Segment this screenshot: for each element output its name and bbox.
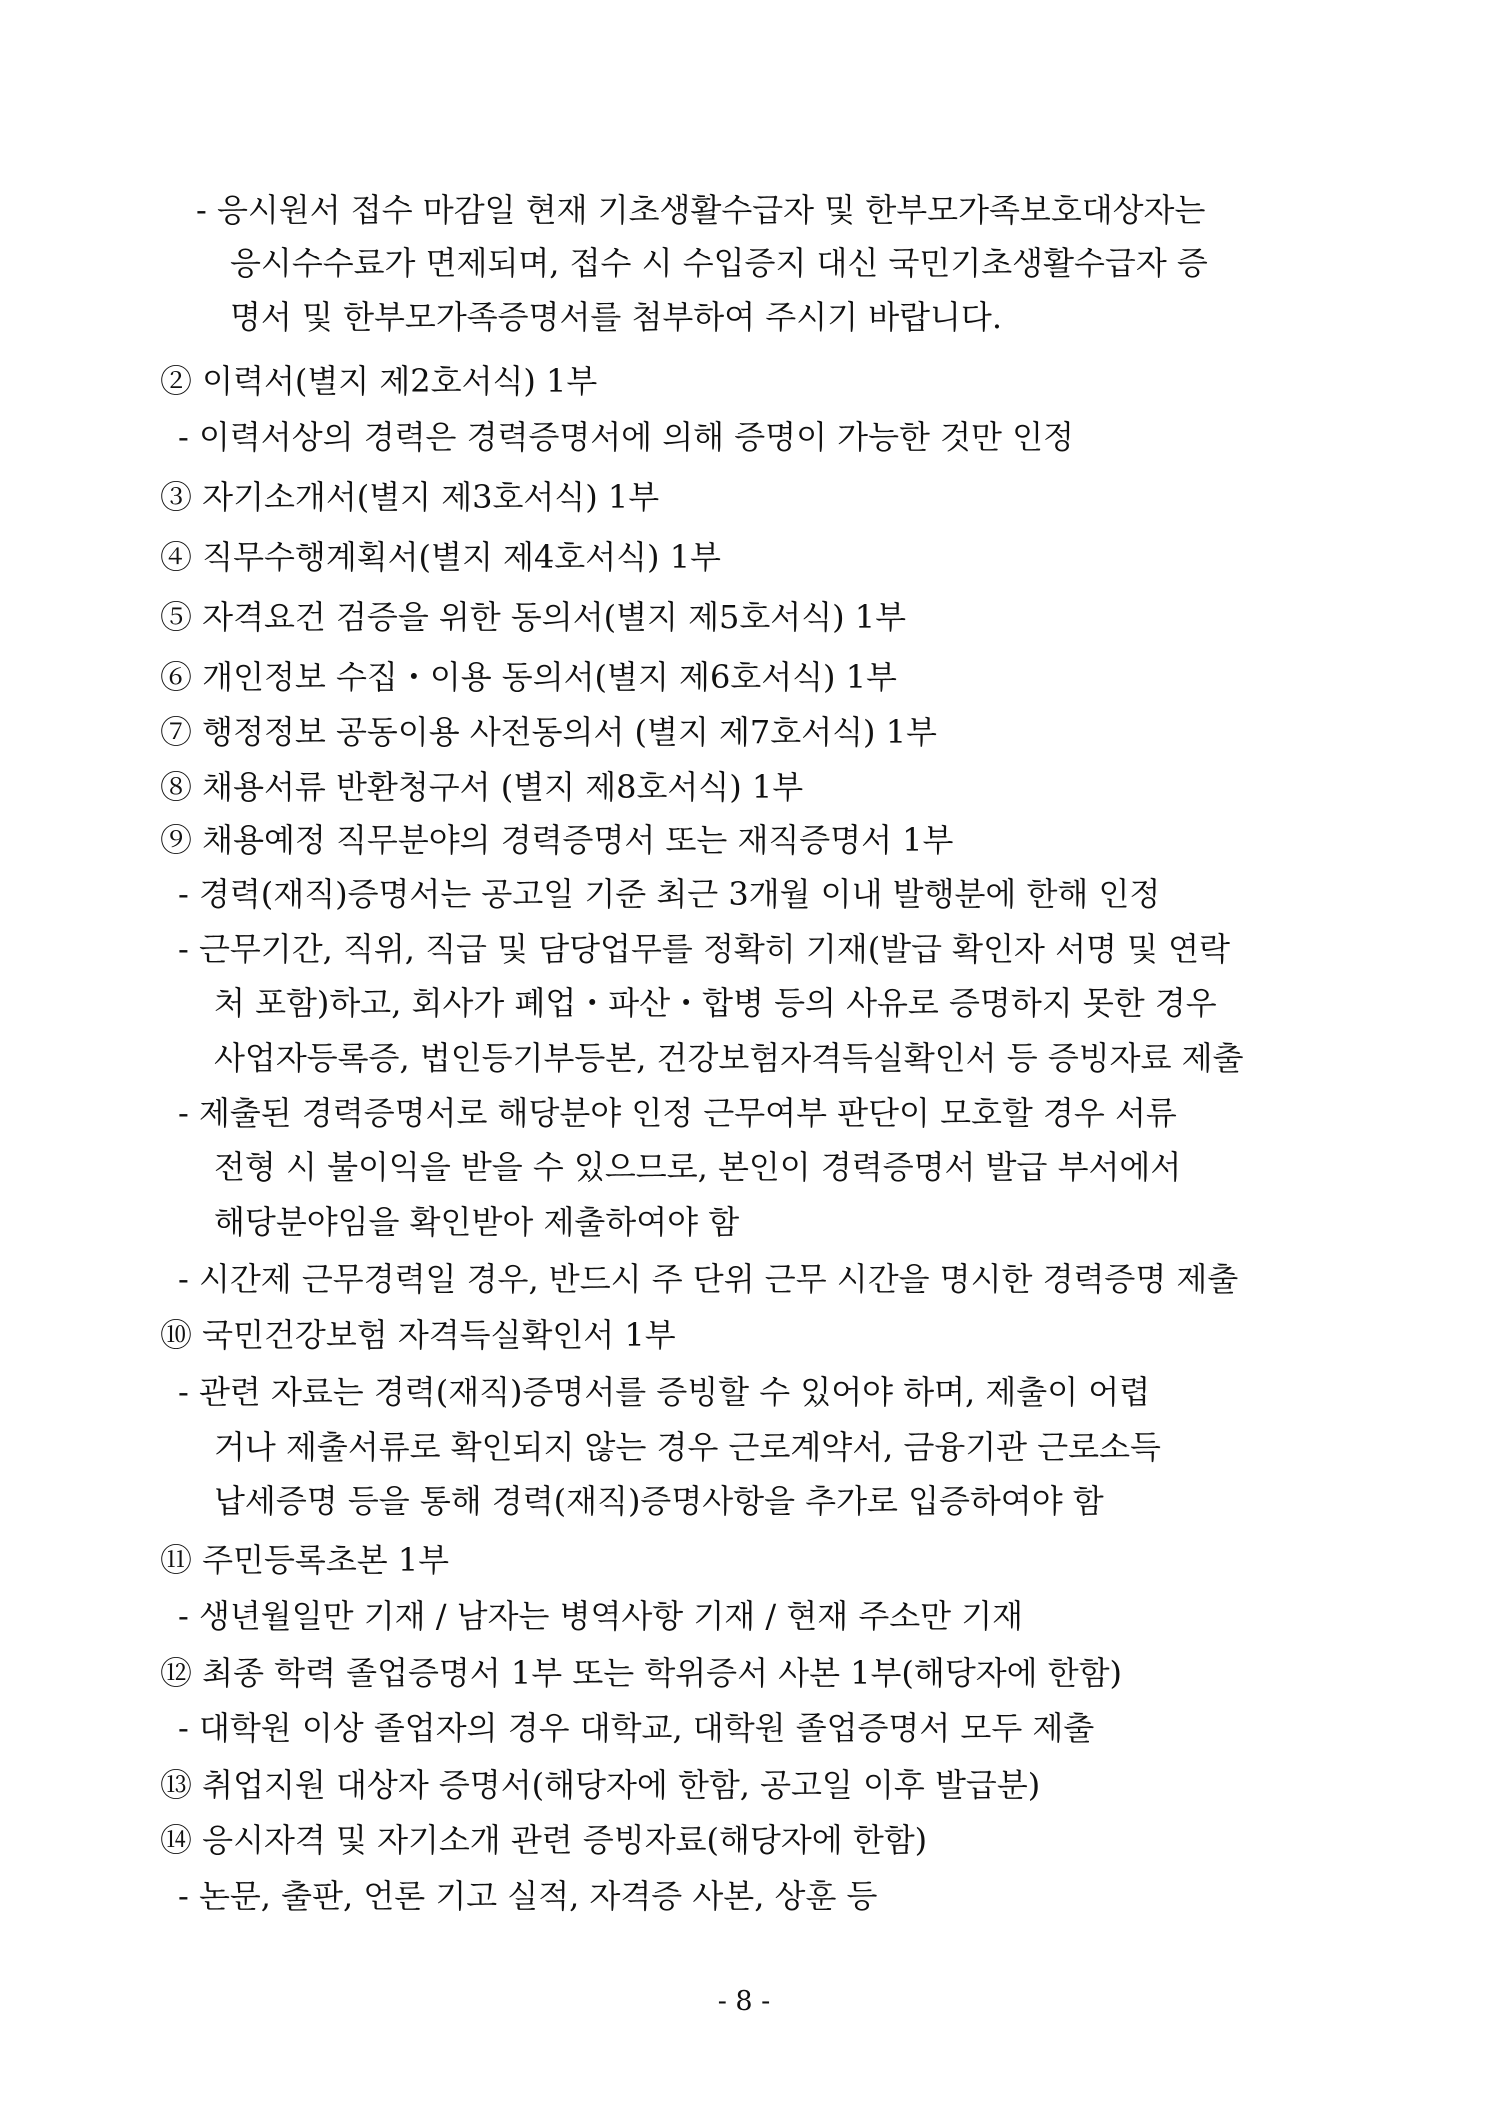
text-line: ⑫ 최종 학력 졸업증명서 1부 또는 학위증서 사본 1부(해당자에 한함) bbox=[160, 1654, 1123, 1692]
text-line: - 대학원 이상 졸업자의 경우 대학교, 대학원 졸업증명서 모두 제출 bbox=[178, 1709, 1095, 1747]
text-line: - 제출된 경력증명서로 해당분야 인정 근무여부 판단이 모호할 경우 서류 bbox=[178, 1094, 1177, 1132]
text-line: - 관련 자료는 경력(재직)증명서를 증빙할 수 있어야 하며, 제출이 어렵 bbox=[178, 1373, 1151, 1411]
text-line: - 생년월일만 기재 / 남자는 병역사항 기재 / 현재 주소만 기재 bbox=[178, 1597, 1024, 1635]
text-line: 해당분야임을 확인받아 제출하여야 함 bbox=[214, 1203, 740, 1241]
text-line: ⑥ 개인정보 수집・이용 동의서(별지 제6호서식) 1부 bbox=[160, 658, 897, 696]
text-line: ⑨ 채용예정 직무분야의 경력증명서 또는 재직증명서 1부 bbox=[160, 821, 954, 859]
text-line: - 경력(재직)증명서는 공고일 기준 최근 3개월 이내 발행분에 한해 인정 bbox=[178, 875, 1161, 913]
text-line: ⑧ 채용서류 반환청구서 (별지 제8호서식) 1부 bbox=[160, 768, 804, 806]
text-line: ⑪ 주민등록초본 1부 bbox=[160, 1541, 450, 1579]
text-line: 응시수수료가 면제되며, 접수 시 수입증지 대신 국민기초생활수급자 증 bbox=[230, 244, 1208, 282]
text-line: 명서 및 한부모가족증명서를 첨부하여 주시기 바랍니다. bbox=[230, 298, 1003, 336]
text-line: - 이력서상의 경력은 경력증명서에 의해 증명이 가능한 것만 인정 bbox=[178, 418, 1074, 456]
text-line: 납세증명 등을 통해 경력(재직)증명사항을 추가로 입증하여야 함 bbox=[214, 1482, 1104, 1520]
text-line: ⑦ 행정정보 공동이용 사전동의서 (별지 제7호서식) 1부 bbox=[160, 713, 937, 751]
text-line: 거나 제출서류로 확인되지 않는 경우 근로계약서, 금융기관 근로소득 bbox=[214, 1428, 1161, 1466]
text-line: - 근무기간, 직위, 직급 및 담당업무를 정확히 기재(발급 확인자 서명 및 연락 bbox=[178, 930, 1230, 968]
text-line: 사업자등록증, 법인등기부등본, 건강보험자격득실확인서 등 증빙자료 제출 bbox=[214, 1039, 1244, 1077]
text-line: ④ 직무수행계획서(별지 제4호서식) 1부 bbox=[160, 538, 721, 576]
text-line: - 논문, 출판, 언론 기고 실적, 자격증 사본, 상훈 등 bbox=[178, 1877, 878, 1915]
text-line: - 시간제 근무경력일 경우, 반드시 주 단위 근무 시간을 명시한 경력증명 제출 bbox=[178, 1260, 1239, 1298]
text-line: ⑩ 국민건강보험 자격득실확인서 1부 bbox=[160, 1316, 676, 1354]
text-line: ⑤ 자격요건 검증을 위한 동의서(별지 제5호서식) 1부 bbox=[160, 598, 907, 636]
text-line: ② 이력서(별지 제2호서식) 1부 bbox=[160, 362, 598, 400]
page-number: - 8 - bbox=[717, 1986, 771, 2017]
text-line: 처 포함)하고, 회사가 폐업・파산・합병 등의 사유로 증명하지 못한 경우 bbox=[214, 984, 1217, 1022]
text-line: ⑬ 취업지원 대상자 증명서(해당자에 한함, 공고일 이후 발급분) bbox=[160, 1766, 1041, 1804]
text-line: 전형 시 불이익을 받을 수 있으므로, 본인이 경력증명서 발급 부서에서 bbox=[214, 1148, 1182, 1186]
text-line: ⑭ 응시자격 및 자기소개 관련 증빙자료(해당자에 한함) bbox=[160, 1821, 928, 1859]
text-line: - 응시원서 접수 마감일 현재 기초생활수급자 및 한부모가족보호대상자는 bbox=[196, 191, 1206, 229]
text-line: ③ 자기소개서(별지 제3호서식) 1부 bbox=[160, 478, 660, 516]
